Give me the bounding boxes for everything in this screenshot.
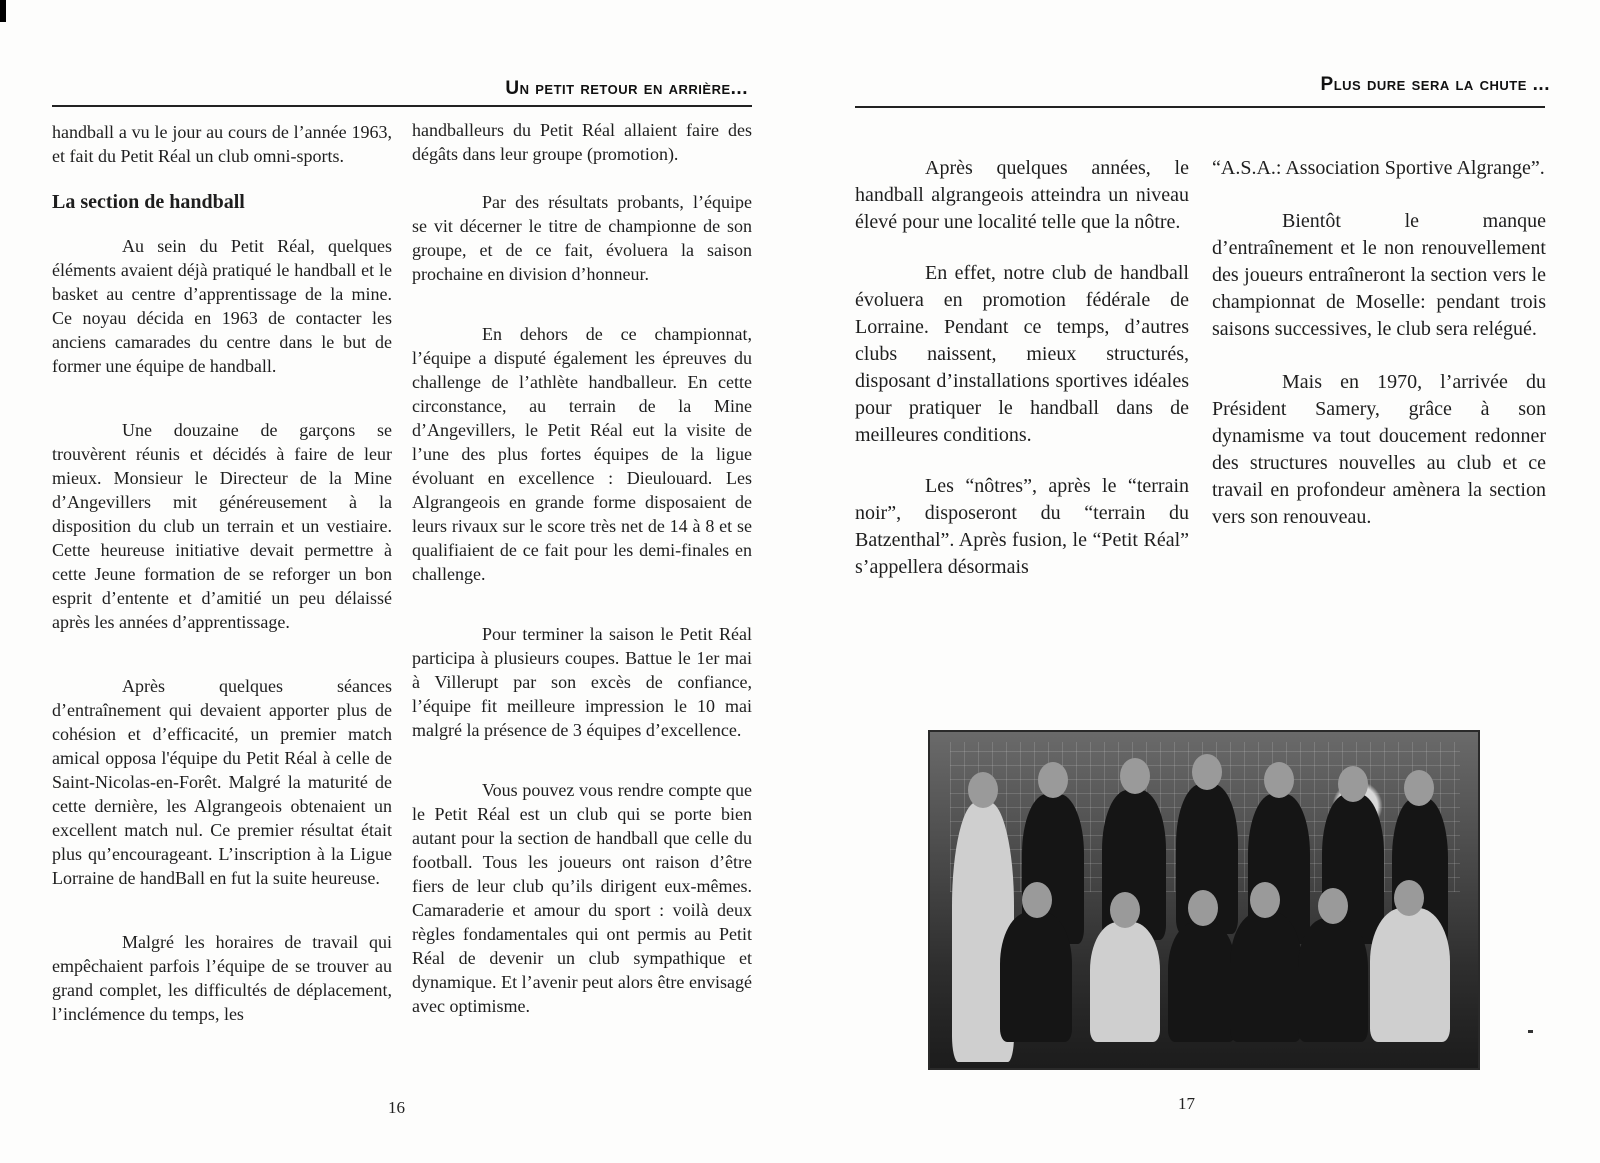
player-head [1120,758,1150,794]
player-head [1110,892,1140,928]
left-page-header: Un petit retour en arrière... [505,78,748,99]
paragraph: Une douzaine de garçons se trouvèrent réunis et décidés à faire de leur mieux. Monsieur le Directeur de la Mine d’Angevillers mit généreusement à la disposition du club un terrain et un vestiaire. Cette heureuse initiative devait permettre à cette Jeune formation de se reforger un bon esprit d’entente et d’amitié un peu délaissé après les années d’apprentissage. [52,420,392,632]
player-head [1250,882,1280,918]
right-column-2 [1212,155,1546,531]
page-number: 17 [1178,1094,1195,1113]
paragraph: Mais en 1970, l’arrivée du Président Samery, grâce à son dynamisme va tout doucement redonner des structures nouvelles au club et ce travail en profondeur amènera la section vers son renouveau. [1212,371,1546,528]
paragraph: Les “nôtres”, après le “terrain noir”, disposeront du “terrain du Batzenthal”. Après fusion, le “Petit Réal” s’appellera désormais [855,475,1189,578]
page-number: 16 [388,1098,405,1117]
player-figure [1090,922,1160,1042]
player-head [1022,882,1052,918]
player-head [1192,754,1222,790]
player-head [1264,762,1294,798]
player-head [1188,890,1218,926]
player-figure [1230,912,1302,1042]
player-figure [1168,922,1236,1042]
paragraph: En dehors de ce championnat, l’équipe a disputé également les épreuves du challenge de l’athlète handballeur. En cette circonstance, au terrain de la Mine d’Angevillers, le Petit Réal eut la visite de l’une des plus fortes équipes de la ligue évoluant en excellence : Dieulouard. Les Algrangeois en grande forme disposaient de leurs rivaux sur le score très net de 14 à 8 et se qualifiaient de ce fait pour les demi-finales en challenge. [412,324,752,584]
player-figure [1370,908,1450,1042]
paragraph: Par des résultats probants, l’équipe se vit décerner le titre de championne de son groupe, et de ce fait, évoluera la saison prochaine en division d’honneur. [412,192,752,284]
player-figure [1298,918,1368,1042]
left-column-2 [412,118,752,1018]
paragraph: handballeurs du Petit Réal allaient faire des dégâts dans leur groupe (promotion). [412,120,752,164]
player-head [1404,770,1434,806]
paragraph: En effet, notre club de handball évoluera en promotion fédérale de Lorraine. Pendant ce temps, d’autres clubs naissent, mieux structurés, disposant d’installations sportives idéales pour pratiquer le handball dans de meilleures conditions. [855,262,1189,446]
paragraph: Après quelques séances d’entraînement qui devaient apporter plus de cohésion et d’efficacité, un premier match amical opposa l'équipe du Petit Réal à celle de Saint-Nicolas-en-Forêt. Malgré la maturité de cette dernière, les Algrangeois obtenaient un excellent match nul. Ce premier résultat était plus qu’encourageant. L’inscription à la Ligue Lorraine de handBall en fut la suite heureuse. [52,676,392,888]
player-head [1038,762,1068,798]
right-page [800,0,1600,1163]
section-heading: La section de handball [52,191,245,213]
left-column-1 [52,120,392,1026]
scan-speck [1528,1030,1533,1033]
player-head [1394,880,1424,916]
player-figure [1000,912,1072,1042]
paragraph: handball a vu le jour au cours de l’année 1963, et fait du Petit Réal un club omni-sports. [52,122,392,166]
paragraph: Bientôt le manque d’entraînement et le non renouvellement des joueurs entraîneront la section vers le championnat de Moselle: pendant trois saisons successives, le club sera relégué. [1212,210,1546,340]
scan-corner-mark [0,0,6,22]
paragraph: Après quelques années, le handball algrangeois atteindra un niveau élevé pour une localité telle que la nôtre. [855,157,1189,233]
paragraph: “A.S.A.: Association Sportive Algrange”. [1212,157,1545,179]
paragraph: Malgré les horaires de travail qui empêchaient parfois l’équipe de se trouver au grand complet, les difficultés de déplacement, l’inclémence du temps, les [52,932,392,1024]
player-head [1318,888,1348,924]
paragraph: Pour terminer la saison le Petit Réal participa à plusieurs coupes. Battue le 1er mai à Villerupt par son excès de confiance, l’équipe fit meilleure impression le 10 mai malgré la présence de 3 équipes d’excellence. [412,624,752,740]
right-column-1 [855,155,1189,581]
paragraph: Vous pouvez vous rendre compte que le Petit Réal est un club qui se porte bien autant pour la section de handball que celle du football. Tous les joueurs ont raison d’être fiers de leur club qu’ils dirigent eux-mêmes. Camaraderie et amour du sport : voilà deux règles fondamentales qui ont permis au Petit Réal de devenir un club sympathique et dynamique. Et l’avenir peut alors être envisagé avec optimisme. [412,780,752,1016]
player-head [968,772,998,808]
paragraph: Au sein du Petit Réal, quelques éléments avaient déjà pratiqué le handball et le basket au centre d’apprentissage de la mine. Ce noyau décida en 1963 de contacter les anciens camarades du centre dans le but de former une équipe de handball. [52,236,392,376]
header-rule [855,106,1545,108]
header-rule [52,105,752,107]
right-page-header: Plus dure sera la chute ... [1320,74,1550,95]
team-photo [928,730,1480,1070]
player-head [1338,766,1368,802]
